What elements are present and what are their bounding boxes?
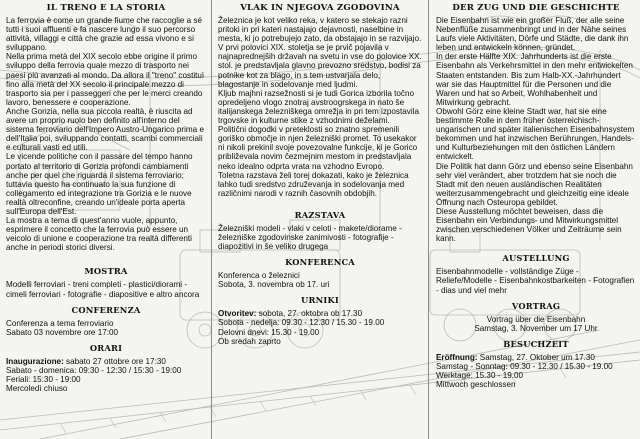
conferenza-text: Conferenza a tema ferroviario [6,318,114,328]
german-column [430,0,640,439]
urniki-label: Otvoritev: [218,309,257,319]
urniki-line [218,309,422,318]
german-paragraph: Diese Ausstellung möchtet beweisen, dass die Eisenbahn ein Verbindungs- und Mitwirkungsmittel zwischen verschiedenen Völker und Zeiträume sein kann. [436,206,622,244]
mostra-text: Modelli ferroviari - treni completi - plastici/diorami - cimeli ferroviari - fotografie - diapositive e altro ancora [6,280,200,299]
conferenza-heading: CONFERENZA [71,304,141,315]
german-paragraph: Die Eisenbahn ist wie ein großer Fluß, der alle seine Nebenflüße zusammenbringt und in der Nähe seines Laufs viele Aktivitäten, Dörfe und Städte, die dank ihn leben und entwickeln können, gründet. [436,16,629,53]
italian-column [0,0,210,439]
ausstellung-text: Eisenbahnmodelle - vollständige Züge - Reliefe/Modelle - Eisenbahnkostbarkeiten - Fotografien - dias und viel mehr [436,267,635,295]
italian-paragraph: Anche Gorizia, nella sua piccola realtà, è riuscita ad avere un proprio ruolo ben definito all'interno del sistema ferroviario dell'Impero Austro-Ungarico prima e dell'Italia poi, sviluppando contatti, scambi commerciali e culturali vasti ed utili. [6,106,204,153]
urniki-line: Ob sredah zaprto [218,336,281,346]
besuchzeit-label: Eröffnung: [436,352,478,362]
mostra-heading: MOSTRA [84,266,128,277]
german-title: DER ZUG UND DIE GESCHICHTE [452,3,620,13]
slovenian-title: VLAK IN NJEGOVA ZGODOVINA [240,3,400,13]
slovenian-paragraph: Politični dogodki v preteklosti so znatno spremenili goriško območje in njen železniški promet. To usekakor ni nikoli prekinil svoje povezovalne funkcije, ki je Gorico približevala novim čezmejnim mestom in predstavljala neko idealno odprta vrata na vzhodno Evropo. [218,125,418,171]
german-paragraph: Obwohl Görz eine kleine Stadt war, hat sie eine bestimmte Rolle in dem früher österreichisch-ungarischen und später italienischen Eisenbahnsystem bekommen und hat inzwischen Berührungen, Handels- und Kulturbeziehungen mit den östlichen Ländern entwickelt. [436,106,635,162]
vortrag-date: Samstag, 3. November um 17 Uhr [474,323,598,333]
besuchzeit-line: Mittwoch geschlossen [436,380,516,390]
konferenca-date: Sobota, 3. novembra ob 17. uri [218,280,330,290]
italian-intro [6,16,206,252]
slovenian-paragraph: Toletna razstava želi torej dokazati, kako je železnica lahko tudi sredstvo združevanja in sodelovanja med različnimi narodi v raznih časovnih obdobjih. [218,170,409,198]
german-paragraph: Die Politik hat dann Görz und ebenso seine Eisenbahn sehr viel verändert, aber trotzdem hat sie noch die Stadt mit den neuen ausländischen Realitäten weiterzusammengebracht und gleichzeitig eine ideale Öffnung nach Osteuropa gebildet. [436,161,633,207]
slovenian-column [212,0,426,439]
orari-line [6,357,206,366]
razstava-text: Železniški modeli - vlaki v celoti - makete/diorame - železniške zgodovinske zanimivosti - fotografije - diapozitivi in še veliko drugega [218,223,402,252]
italian-paragraph: Le vicende politiche con il passare del tempo hanno portato al territorio di Gorizia profondi cambiamenti anche per quel che riguarda il sistema ferroviario; tuttavia questo ha continuato la sua funzione di collegamento ed integrazione tra Gorizia e le nuove realtà oltreconfine, creando un'ideale porta aperta sull'Europa dell'Est. [6,152,193,216]
italian-title: IL TRENO E LA STORIA [46,3,166,13]
vortrag-heading: VORTRAG [511,300,561,311]
konferenca-text: Konferenca o železnici [218,271,300,281]
besuchzeit-line [436,353,636,362]
urniki-line: Delovni dnevi: 15.30 - 19.00 [218,327,320,337]
column-divider [428,0,429,439]
conferenza-date: Sabato 03 novembre ore 17:00 [6,327,119,337]
slovenian-intro [218,16,422,198]
italian-paragraph: Nella prima metà del XIX secolo ebbe origine il primo sviluppo della ferrovia quale mezzo di trasporto nei paesi più avanzati al mondo. Da allora il "treno" costituì fino alla metà del XX secolo il principale mezzo di trasporto sia per i passeggeri che per le merci creando lavoro, benessere e cooperazione. [6,52,205,107]
german-paragraph: In der erste Hälfte XIX. Jahrhunderts ist die erste Eisenbahn als Verkehrsmittel in den mehr entwickelten Staaten entstanden. Bis zum Halb-XX.-Jahrhundert war sie das Hauptmittel für die Personen und die Waren und hat so Arbeit, Wohlhabenheit und Mitwirkung gebracht. [436,52,633,107]
urniki-heading: URNIKI [301,295,339,306]
slovenian-paragraph: Kljub majhni razsežnosti si je tudi Gorica izborila točno opredeljeno vlogo znotraj avstroogrskega in nato še italijanskega železniškega omrežja in pri tem izpostavila trgovske in kulturne stike z vzhodnimi deželami. [218,88,419,126]
urniki-value: sobota, 27. oktobra ob 17.30 [256,309,363,319]
orari-heading: ORARI [89,342,123,353]
ausstellung-heading: AUSTELLUNG [502,253,570,264]
italian-paragraph: La mostra a tema di quest'anno vuole, appunto, esprimere il concetto che la ferrovia può essere un veicolo di unione e cooperazione tra realtà differenti anche in periodi storici diversi. [6,216,192,253]
german-intro [436,16,636,243]
besuchzeit-value: Samstag, 27. Oktober um 17.30 [477,352,595,362]
slovenian-paragraph: V prvi polovici XIX. stoletja se je prvič pojavila v najnaprednejših državah na svetu in vse do polovice XX. stol. je predstavljala glavno prevozno sredstvo, bodisi za potnike kot za blago, in s tem ustvarjala delo, blagostanje in sodelovanje med ljudmi. [218,43,422,89]
orari-line: Sabato - domenica: 09:30 - 12:30 / 15:30 - 19:00 [6,365,182,375]
slovenian-paragraph: Železnica je kot veliko reka, v katero se stekajo razni pritoki in pri kateri nastajajo dejavnosti, naselbine in mesta, ki jo potrebujejo zato, da obstajajo in se razvijajo. [218,16,422,44]
razstava-heading: RAZSTAVA [294,209,346,220]
orari-value: sabato 27 ottobre ore 17:30 [63,356,166,366]
besuchzeit-line: Samstag - Sonntag: 09.30 - 12.30 / 15.30 - 19.00 [436,361,613,371]
orari-line: Feriali: 15:30 - 19:00 [6,375,81,384]
urniki-line: Sobota - nedelja: 09.30 - 12.30 / 15.30 - 19.00 [218,318,385,328]
italian-paragraph: La ferrovia è come un grande fiume che raccoglie a sé tutti i suoi affluenti e fa nascere lungo il suo percorso attività, villaggi e città che grazie ad essa vivono e si sviluppano. [6,16,203,53]
konferenca-heading: KONFERENCA [285,257,355,268]
vortrag-text: Vortrag über die Eisenbahn [486,314,586,324]
orari-line: Mercoledì chiuso [6,384,68,394]
besuchzeit-line: Werktage: 15.30 - 19.00 [436,371,524,380]
besuchzeit-heading: BESUCHZEIT [503,338,569,349]
orari-label: Inaugurazione: [6,356,64,366]
